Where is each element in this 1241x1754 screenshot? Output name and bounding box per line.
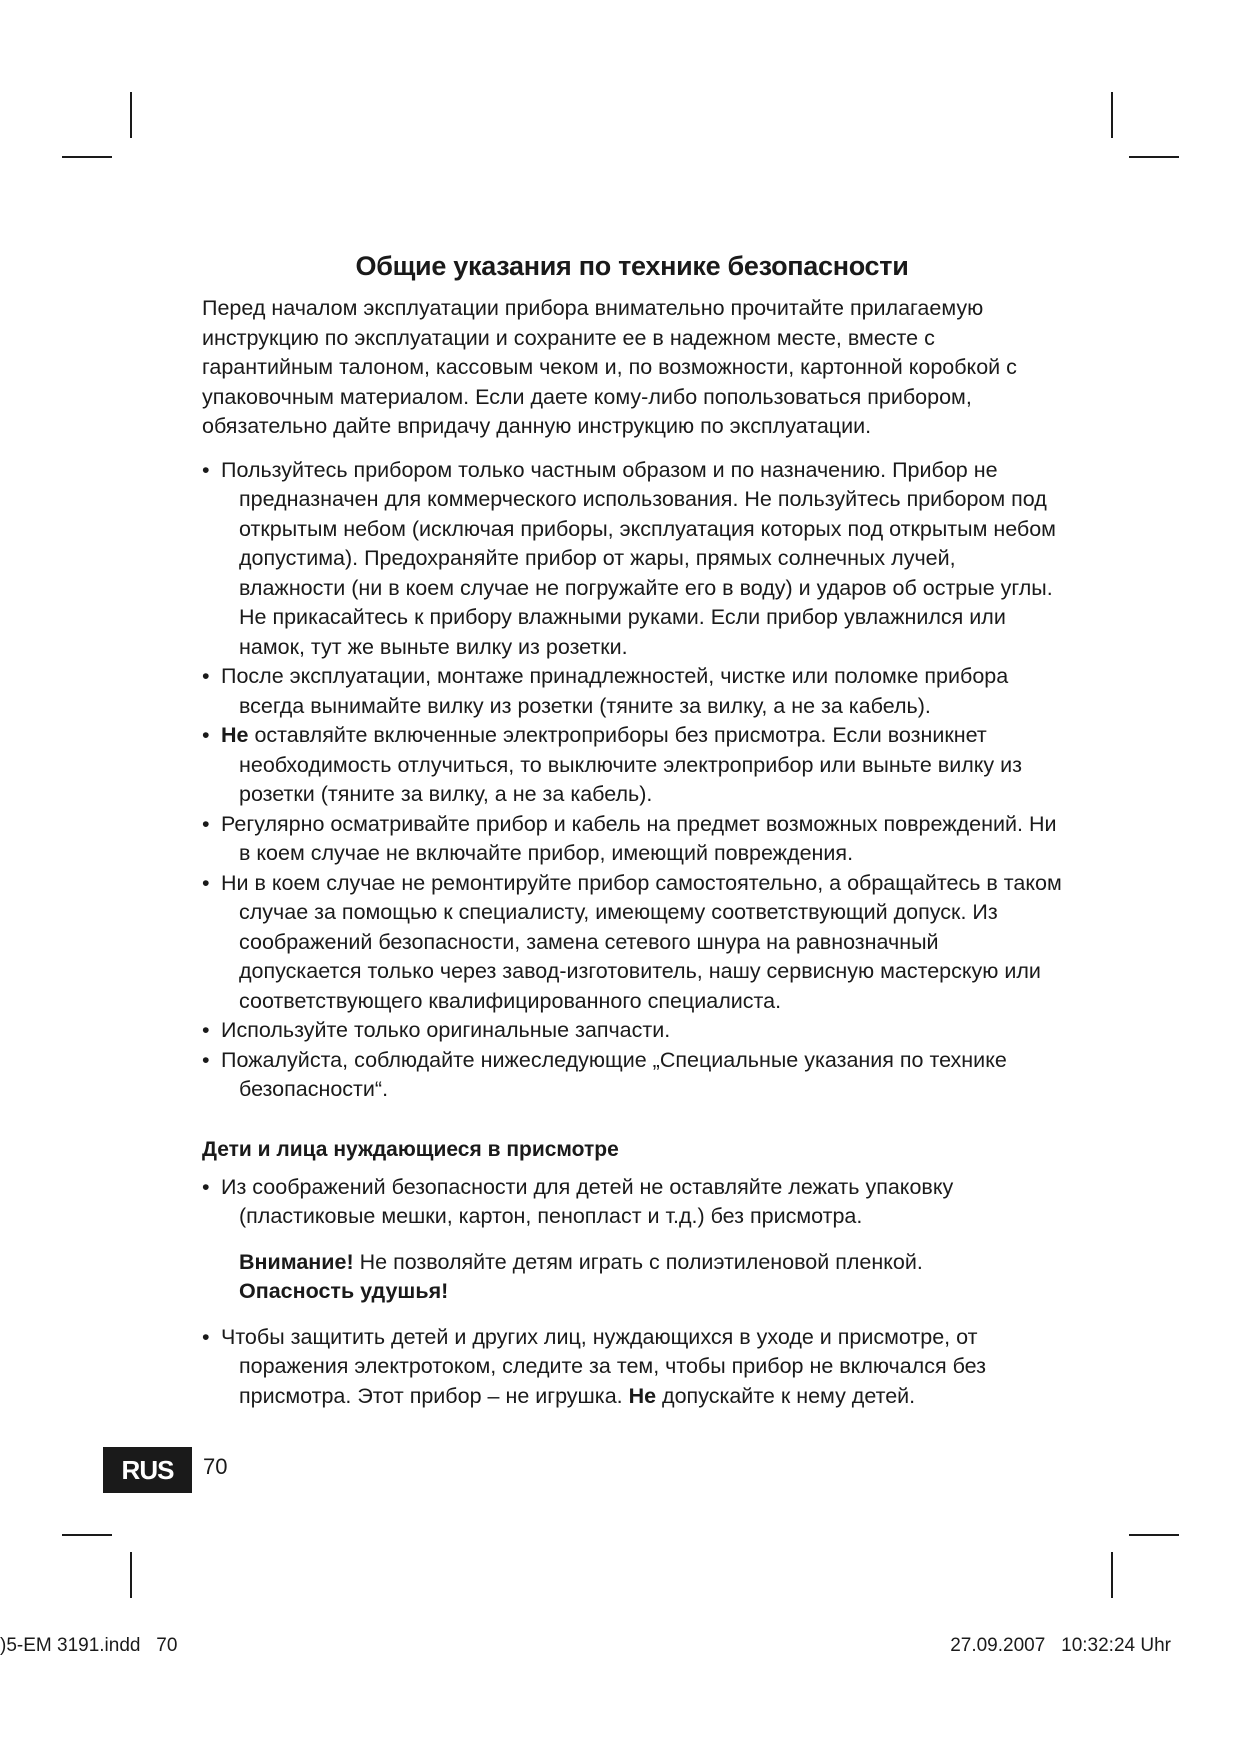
children-safety-list-2 (202, 1323, 1062, 1412)
intro-paragraph: Перед началом эксплуатации прибора внимательно прочитайте прилагаемую инструкцию по эксплуатации и сохраните ее в надежном месте, вместе с гарантийным талоном, кассовым чеком и, по возможности, картонной коробкой с упаковочным материалом. Если даете кому-либо попользоваться прибором, обязательно дайте впридачу данную инструкцию по эксплуатации. (202, 296, 1017, 438)
list-item (202, 869, 1062, 1017)
list-item-text: Регулярно осматривайте прибор и кабель на предмет возможных повреждений. Ни в коем случае не включайте прибор, имеющий повреждения. (221, 811, 1057, 865)
page-title: Общие указания по технике безопасности (355, 251, 909, 281)
crop-mark-top-right-h (1129, 156, 1179, 158)
general-safety-list (202, 456, 1062, 1105)
list-item-text: Используйте только оригинальные запчасти. (221, 1018, 671, 1042)
list-item (202, 1173, 1062, 1232)
page-content (202, 248, 1062, 1411)
crop-mark-top-left-v (130, 92, 132, 138)
list-item (202, 662, 1062, 721)
crop-mark-bottom-right-h (1129, 1534, 1179, 1536)
list-item-text: Пользуйтесь прибором только частным образом и по назначению. Прибор не предназначен для коммерческого использования. Не пользуйтесь прибором под открытым небом (исключая приборы, эксплуатация которых под открытым небом допустима). Предохраняйте прибор от жары, прямых солнечных лучей, влажности (ни в коем случае не погружайте его в воду) и ударов об острые углы. Не прикасайтесь к прибору влажными руками. Если прибор увлажнился или намок, тут же выньте вилку из розетки. (221, 457, 1056, 659)
list-item-text: Из соображений безопасности для детей не оставляйте лежать упаковку (пластиковые мешки, картон, пенопласт и т.д.) без присмотра. (221, 1174, 954, 1228)
warning-danger: Опасность удушья! (239, 1279, 449, 1303)
list-item (202, 456, 1062, 663)
crop-mark-top-left-h (62, 156, 112, 158)
crop-mark-top-right-v (1111, 92, 1113, 138)
list-item-text: Ни в коем случае не ремонтируйте прибор самостоятельно, а обращайтесь в таком случае за помощью к специалисту, имеющему соответствующий допуск. Из соображений безопасности, замена сетевого шнура на равнозначный допускается только через завод-изготовитель, нашу сервисную мастерскую или соответствующего квалифицированного специалиста. (221, 870, 1062, 1013)
list-item (202, 1046, 1062, 1105)
list-item (202, 810, 1062, 869)
footer-timestamp: 27.09.2007 10:32:24 Uhr (950, 1635, 1171, 1656)
children-section-heading: Дети и лица нуждающиеся в присмотре (202, 1137, 619, 1161)
crop-mark-bottom-left-v (130, 1552, 132, 1598)
list-item-text: оставляйте включенные электроприборы без присмотра. Если возникнет необходимость отлучиться, то выключите электроприбор или выньте вилку из розетки (тяните за вилку, а не за кабель). (239, 723, 1022, 806)
language-badge: RUS (103, 1447, 192, 1493)
footer-file-info: )5-EM 3191.indd 70 (0, 1635, 178, 1656)
list-item (202, 1016, 1062, 1046)
warning-label: Внимание! (239, 1249, 354, 1274)
page-number: 70 (203, 1454, 228, 1479)
crop-mark-bottom-left-h (62, 1534, 112, 1536)
children-safety-list (202, 1173, 1062, 1232)
list-item (202, 721, 1062, 810)
list-item-text: Чтобы защитить детей и других лиц, нуждающихся в уходе и присмотре, от поражения электротоком, следите за тем, чтобы прибор не включался без присмотра. Этот прибор – не игрушка. (221, 1324, 987, 1408)
warning-text: Не позволяйте детям играть с полиэтиленовой пленкой. (353, 1249, 923, 1274)
list-item (202, 1323, 1062, 1412)
list-item-bold-lead: Не (221, 723, 249, 747)
warning-note (239, 1248, 1062, 1307)
list-item-text: Пожалуйста, соблюдайте нижеследующие „Специальные указания по технике безопасности“. (221, 1047, 1007, 1101)
list-item-text: После эксплуатации, монтаже принадлежностей, чистке или поломке прибора всегда вынимайте вилку из розетки (тяните за вилку, а не за кабель). (221, 664, 1009, 718)
list-item-text-end: допускайте к нему детей. (656, 1383, 916, 1408)
list-item-bold: Не (628, 1383, 657, 1408)
crop-mark-bottom-right-v (1111, 1552, 1113, 1598)
